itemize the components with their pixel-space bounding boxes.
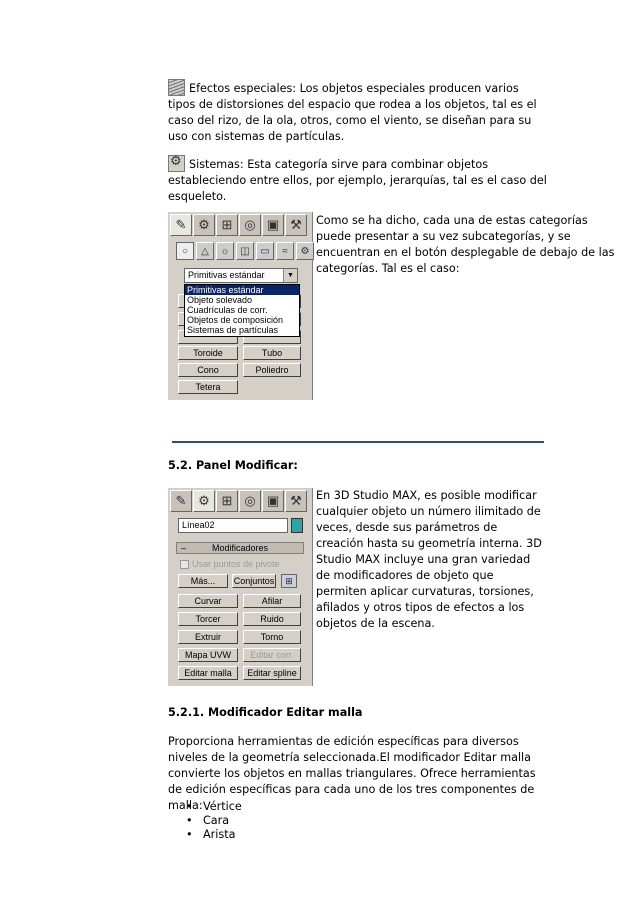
shapes-icon[interactable]: △ bbox=[196, 242, 214, 260]
object-name-field[interactable]: Línea02 bbox=[178, 518, 288, 533]
pivot-checkbox[interactable] bbox=[180, 560, 189, 569]
pivot-checkbox-row[interactable]: Usar puntos de pivote bbox=[180, 559, 280, 569]
geometry-icon[interactable]: ○ bbox=[176, 242, 194, 260]
section-divider bbox=[172, 441, 544, 443]
hierarchy-tab-icon[interactable]: ⊞ bbox=[216, 214, 238, 236]
create-tab-icon[interactable]: ✎ bbox=[170, 490, 192, 512]
mesh-components-list bbox=[186, 800, 242, 842]
helpers-icon[interactable]: ▭ bbox=[256, 242, 274, 260]
panel-modificar-heading: 5.2. Panel Modificar: bbox=[168, 459, 298, 472]
motion-tab-icon[interactable]: ◎ bbox=[239, 490, 261, 512]
sistemas-paragraph: ⚙Sistemas: Esta categoría sirve para combinar objetos estableciendo entre ellos, por ejemplo, jerarquías, tal es el caso del esqueleto. bbox=[168, 155, 548, 205]
mas-button[interactable]: Más... bbox=[178, 574, 228, 588]
list-item: • Arista bbox=[186, 828, 242, 842]
hierarchy-tab-icon[interactable]: ⊞ bbox=[216, 490, 238, 512]
cameras-icon[interactable]: ◫ bbox=[236, 242, 254, 260]
list-item: • Vértice bbox=[186, 800, 242, 814]
utilities-tab-icon[interactable]: ⚒ bbox=[285, 214, 307, 236]
efectos-paragraph: Efectos especiales: Los objetos especiales producen varios tipos de distorsiones del espacio que rodea a los objetos, tal es el caso del rizo, de la ola, otros, como el viento, se diseñan para su uso con sistemas de partículas. bbox=[168, 79, 548, 145]
modify-tab-icon[interactable]: ⚙ bbox=[193, 490, 215, 512]
curvar-button[interactable]: Curvar bbox=[178, 594, 238, 608]
space-warps-icon[interactable]: ≈ bbox=[276, 242, 294, 260]
editar-malla-heading: 5.2.1. Modificador Editar malla bbox=[168, 706, 363, 719]
torcer-button[interactable]: Torcer bbox=[178, 612, 238, 626]
space-warp-wave-icon bbox=[168, 79, 185, 96]
ruido-button[interactable]: Ruido bbox=[243, 612, 301, 626]
command-panel-tabs bbox=[170, 214, 307, 236]
category-subtabs bbox=[176, 242, 314, 260]
dropdown-option[interactable]: Sistemas de partículas bbox=[187, 325, 279, 335]
modify-panel-screenshot bbox=[168, 488, 313, 686]
subcategory-dropdown-list bbox=[184, 284, 300, 337]
configure-sets-icon[interactable]: ⊞ bbox=[281, 574, 297, 588]
collapse-icon: – bbox=[181, 543, 187, 553]
create-panel-screenshot bbox=[168, 212, 313, 400]
subcategorias-paragraph: Como se ha dicho, cada una de estas categorías puede presentar a su vez subcategorías, y se encuentran en el botón desplegable de debajo de las categorías. Tal es el caso: bbox=[316, 214, 615, 275]
cono-button[interactable]: Cono bbox=[178, 363, 238, 377]
modificadores-rollout[interactable]: – Modificadores bbox=[176, 542, 304, 554]
chevron-down-icon[interactable]: ▼ bbox=[283, 269, 297, 282]
systems-icon[interactable]: ⚙ bbox=[296, 242, 314, 260]
editar-spline-button[interactable]: Editar spline bbox=[243, 666, 301, 680]
conjuntos-button[interactable]: Conjuntos bbox=[233, 576, 275, 586]
torno-button[interactable]: Torno bbox=[243, 630, 301, 644]
subcategory-dropdown[interactable]: Primitivas estándar ▼ bbox=[184, 268, 298, 283]
toroide-button[interactable]: Toroide bbox=[178, 346, 238, 360]
motion-tab-icon[interactable]: ◎ bbox=[239, 214, 261, 236]
extruir-button[interactable]: Extruir bbox=[178, 630, 238, 644]
afilar-button[interactable]: Afilar bbox=[243, 594, 301, 608]
command-panel-tabs bbox=[170, 490, 307, 512]
object-color-swatch[interactable] bbox=[291, 518, 303, 533]
systems-gear-icon bbox=[168, 155, 185, 172]
list-item: • Cara bbox=[186, 814, 242, 828]
utilities-tab-icon[interactable]: ⚒ bbox=[285, 490, 307, 512]
dropdown-option[interactable]: Primitivas estándar bbox=[185, 285, 299, 295]
poliedro-button[interactable]: Poliedro bbox=[243, 363, 301, 377]
lights-icon[interactable]: ☼ bbox=[216, 242, 234, 260]
tetera-button[interactable]: Tetera bbox=[178, 380, 238, 394]
editar-malla-paragraph: Proporciona herramientas de edición específicas para diversos niveles de la geometría seleccionada.El modificador Editar malla convierte los objetos en mallas triangulares. Ofrece herramientas de edición específicas para cada uno de los tres componentes de malla: bbox=[168, 735, 536, 812]
display-tab-icon[interactable]: ▣ bbox=[262, 214, 284, 236]
display-tab-icon[interactable]: ▣ bbox=[262, 490, 284, 512]
modificar-intro-paragraph: En 3D Studio MAX, es posible modificar cualquier objeto un número ilimitado de veces, desde sus parámetros de creación hasta su geometría interna. 3D Studio MAX incluye una gran variedad de modificadores de objeto que permiten aplicar curvaturas, torsiones, afilados y otros tipos de efectos a los objetos de la escena. bbox=[316, 489, 542, 630]
dropdown-option[interactable]: Cuadrículas de corr. bbox=[187, 305, 268, 315]
editar-corr-button: Editar corr. bbox=[243, 648, 301, 662]
tubo-button[interactable]: Tubo bbox=[243, 346, 301, 360]
mapa-uvw-button[interactable]: Mapa UVW bbox=[178, 648, 238, 662]
editar-malla-button[interactable]: Editar malla bbox=[178, 666, 238, 680]
create-tab-icon[interactable]: ✎ bbox=[170, 214, 192, 236]
dropdown-option[interactable]: Objeto solevado bbox=[187, 295, 253, 305]
modify-tab-icon[interactable]: ⚙ bbox=[193, 214, 215, 236]
dropdown-option[interactable]: Objetos de composición bbox=[187, 315, 284, 325]
